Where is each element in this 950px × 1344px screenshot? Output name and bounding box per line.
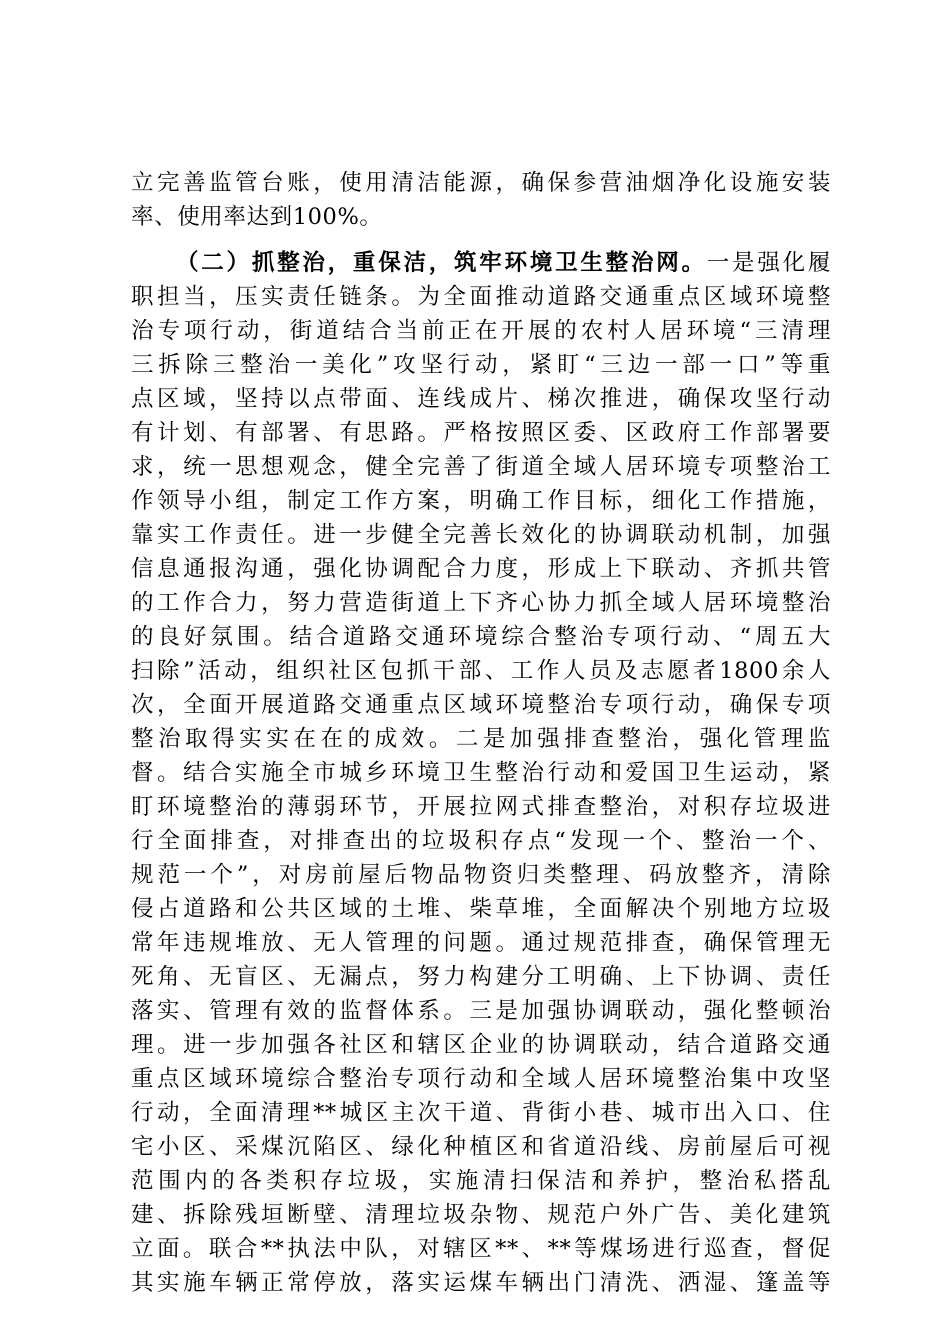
paragraph-line: 的工作合力，努力营造街道上下齐心协力抓全域人居环境整治: [131, 590, 831, 616]
paragraph-line: 侵占道路和公共区域的土堆、柴草堆，全面解决个别地方垃圾: [131, 896, 831, 922]
paragraph-line: 求，统一思想观念，健全完善了街道全域人居环境专项整治工: [131, 454, 831, 480]
paragraph-line: 盯环境整治的薄弱环节，开展拉网式排查整治，对积存垃圾进: [131, 794, 831, 820]
paragraph-line: 率、使用率达到100%。: [131, 204, 383, 230]
paragraph-line: 职担当，压实责任链条。为全面推动道路交通重点区域环境整: [131, 284, 831, 310]
paragraph-line: 立面。联合**执法中队，对辖区**、**等煤场进行巡查，督促: [131, 1236, 831, 1262]
paragraph-line: 其实施车辆正常停放，落实运煤车辆出门清洗、洒湿、篷盖等: [131, 1270, 831, 1296]
paragraph-line: 建、拆除残垣断壁、清理垃圾杂物、规范户外广告、美化建筑: [131, 1202, 831, 1228]
paragraph-first-line: [131, 246, 831, 280]
paragraph-line: 的良好氛围。结合道路交通环境综合整治专项行动、“周五大: [131, 624, 831, 650]
paragraph-line: 重点区域环境综合整治专项行动和全域人居环境整治集中攻坚: [131, 1066, 831, 1092]
paragraph-line: 作领导小组，制定工作方案，明确工作目标，细化工作措施，: [131, 488, 831, 514]
paragraph-line: 三拆除三整治一美化”攻坚行动，紧盯“三边一部一口”等重: [131, 352, 831, 378]
paragraph-line: 行动，全面清理**城区主次干道、背街小巷、城市出入口、住: [131, 1100, 831, 1126]
paragraph-line: 扫除”活动，组织社区包抓干部、工作人员及志愿者1800余人: [131, 658, 831, 684]
paragraph-line: 死角、无盲区、无漏点，努力构建分工明确、上下协调、责任: [131, 964, 831, 990]
paragraph-line: 有计划、有部署、有思路。严格按照区委、区政府工作部署要: [131, 420, 831, 446]
paragraph-line: 信息通报沟通，强化协调配合力度，形成上下联动、齐抓共管: [131, 556, 831, 582]
paragraph-line: 宅小区、采煤沉陷区、绿化种植区和省道沿线、房前屋后可视: [131, 1134, 831, 1160]
paragraph-line: 范围内的各类积存垃圾，实施清扫保洁和养护，整治私搭乱: [131, 1168, 831, 1194]
section-paragraph: [131, 246, 831, 1300]
paragraph-line: 点区域，坚持以点带面、连线成片、梯次推进，确保攻坚行动: [131, 386, 831, 412]
paragraph-line: 理。进一步加强各社区和辖区企业的协调联动，结合道路交通: [131, 1032, 831, 1058]
paragraph-continuation: [131, 166, 831, 234]
paragraph-line: 行全面排查，对排查出的垃圾积存点“发现一个、整治一个、: [131, 828, 831, 854]
paragraph-line: 规范一个”，对房前屋后物品物资归类整理、码放整齐，清除: [131, 862, 831, 888]
paragraph-line: 立完善监管台账，使用清洁能源，确保参营油烟净化设施安装: [131, 170, 831, 196]
paragraph-line: 常年违规堆放、无人管理的问题。通过规范排查，确保管理无: [131, 930, 831, 956]
paragraph-line: 落实、管理有效的监督体系。三是加强协调联动，强化整顿治: [131, 998, 831, 1024]
paragraph-line: 治专项行动，街道结合当前正在开展的农村人居环境“三清理: [131, 318, 831, 344]
paragraph-line: 督。结合实施全市城乡环境卫生整治行动和爱国卫生运动，紧: [131, 760, 831, 786]
paragraph-line: 整治取得实实在在的成效。二是加强排查整治，强化管理监: [131, 726, 831, 752]
section-heading: （二）抓整治，重保洁，筑牢环境卫生整治网。: [176, 250, 707, 276]
first-line-rest: 一是强化履: [706, 250, 831, 276]
paragraph-line: 次，全面开展道路交通重点区域环境整治专项行动，确保专项: [131, 692, 831, 718]
paragraph-line: 靠实工作责任。进一步健全完善长效化的协调联动机制，加强: [131, 522, 831, 548]
